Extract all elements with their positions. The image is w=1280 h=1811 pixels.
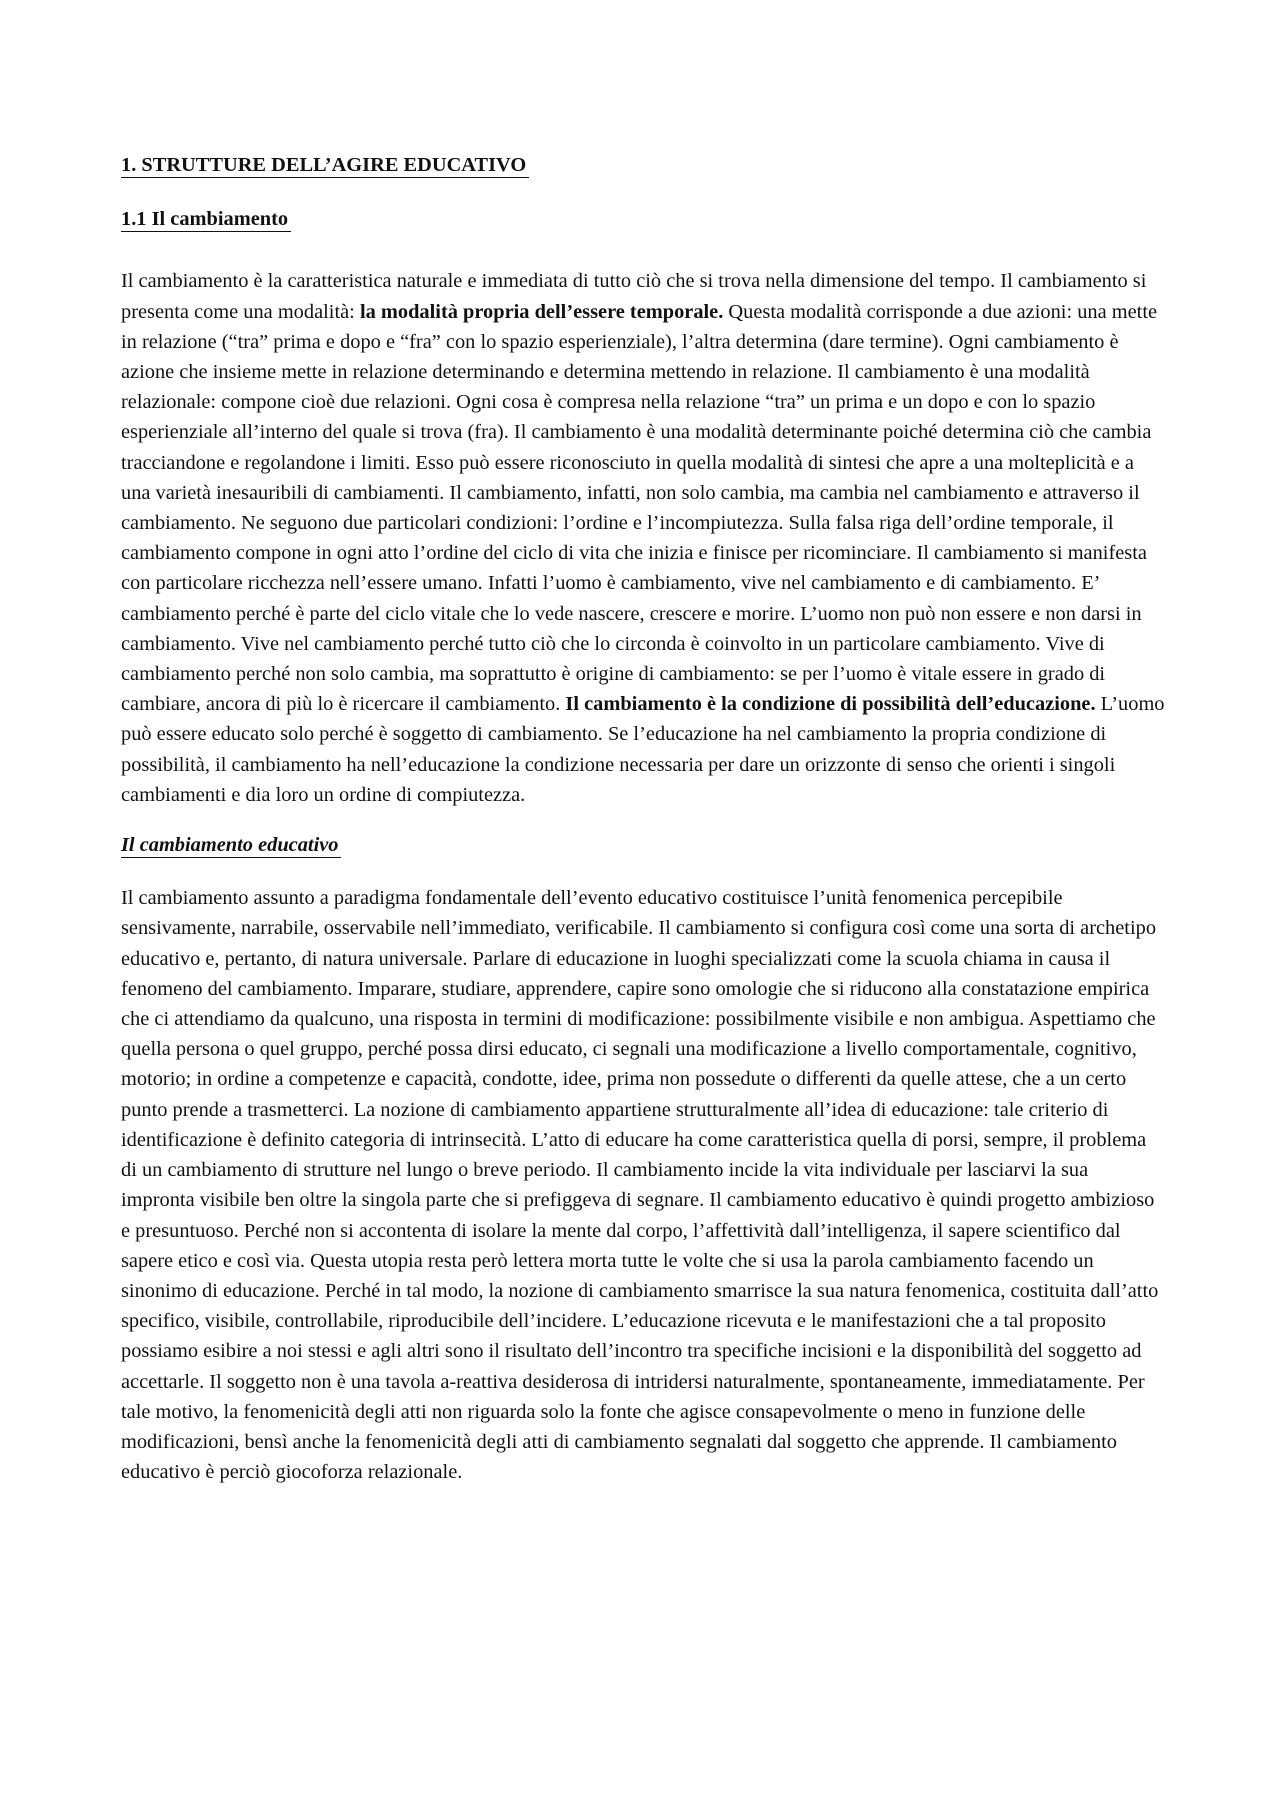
main-heading: 1. STRUTTURE DELL’AGIRE EDUCATIVO <box>121 153 529 178</box>
paragraph-cambiamento-educativo: Il cambiamento assunto a paradigma fondamentale dell’evento educativo costituisce l’unità fenomenica percepibile sensivamente, narrabile, osservabile nell’immediato, verificabile. Il cambiamento si configura così come una sorta di archetipo educativo e, pertanto, di natura universale. Parlare di educazione in luoghi specializzati come la scuola chiama in causa il fenomeno del cambiamento. Imparare, studiare, apprendere, capire sono omologie che si riducono alla constatazione empirica che ci attendiamo da qualcuno, una risposta in termini di modificazione: possibilmente visibile e non ambigua. Aspettiamo che quella persona o quel gruppo, perché possa dirsi educato, ci segnali una modificazione a livello comportamentale, cognitivo, motorio; in ordine a competenze e capacità, condotte, idee, prima non possedute o differenti da quelle attese, che a un certo punto prende a trasmetterci. La nozione di cambiamento appartiene strutturalmente all’idea di educazione: tale criterio di identificazione è definito categoria di intrinsecità. L’atto di educare ha come caratteristica quella di porsi, sempre, il problema di un cambiamento di strutture nel lungo o breve periodo. Il cambiamento incide la vita individuale per lasciarvi la sua impronta visibile ben oltre la singola parte che si prefiggeva di segnare. Il cambiamento educativo è quindi progetto ambizioso e presuntuoso. Perché non si accontenta di isolare la mente dal corpo, l’affettività dall’intelligenza, il sapere scientifico dal sapere etico e così via. Questa utopia resta però lettera morta tutte le volte che si usa la parola cambiamento facendo un sinonimo di educazione. Perché in tal modo, la nozione di cambiamento smarrisce la sua natura fenomenica, costituita dall’atto specifico, visibile, controllabile, riproducibile dell’incidere. L’educazione ricevuta e le manifestazioni che a tal proposito possiamo esibire a noi stessi e agli altri sono il risultato dell’incontro tra specifiche incisioni e la disponibilità del soggetto ad accettarle. Il soggetto non è una tavola a-reattiva desiderosa di intridersi naturalmente, spontaneamente, immediatamente. Per tale motivo, la fenomenicità degli atti non riguarda solo la fonte che agisce consapevolmente o meno in funzione delle modificazioni, bensì anche la fenomenicità degli atti di cambiamento segnalati dal soggetto che apprende. Il cambiamento educativo è perciò giocoforza relazionale. <box>121 887 1159 1484</box>
paragraph-text: Questa modalità corrisponde a due azioni: una mette in relazione (“tra” prima e dopo e “fra” con lo spazio esperienziale), l’altra determina (dare termine). Ogni cambiamento è azione che insieme mette in relazione determinando e determina mettendo in relazione. Il cambiamento è una modalità relazionale: compone cioè due relazioni. Ogni cosa è compresa nella relazione “tra” un prima e un dopo e con lo spazio esperienziale all’interno del quale si trova (fra). Il cambiamento è una modalità determinante poiché determina ciò che cambia tracciandone e regolandone i limiti. Esso può essere riconosciuto in quella modalità di sintesi che apre a una molteplicità e a una varietà inesauribili di cambiamenti. Il cambiamento, infatti, non solo cambia, ma cambia nel cambiamento e attraverso il cambiamento. Ne seguono due particolari condizioni: l’ordine e l’incompiutezza. Sulla falsa riga dell’ordine temporale, il cambiamento compone in ogni atto l’ordine del ciclo di vita che inizia e finisce per ricominciare. Il cambiamento si manifesta con particolare ricchezza nell’essere umano. Infatti l’uomo è cambiamento, vive nel cambiamento e di cambiamento. E’ cambiamento perché è parte del ciclo vitale che lo vede nascere, crescere e morire. L’uomo non può non essere e non darsi in cambiamento. Vive nel cambiamento perché tutto ciò che lo circonda è coinvolto in un particolare cambiamento. Vive di cambiamento perché non solo cambia, ma soprattutto è origine di cambiamento: se per l’uomo è vitale essere in grado di cambiare, ancora di più lo è ricercare il cambiamento. <box>121 300 1158 716</box>
bold-emphasis: la modalità propria dell’essere temporale. <box>359 300 724 323</box>
paragraph-text: Il cambiamento è la caratteristica naturale e immediata di tutto ciò che si trova nella dimensione del tempo. Il cambiamento si presenta come una modalità: <box>121 270 1147 323</box>
section-heading-wrap <box>121 204 1166 234</box>
bold-emphasis: Il cambiamento è la condizione di possibilità dell’educazione. <box>565 693 1096 716</box>
paragraph-cambiamento <box>121 266 1166 810</box>
paragraph-text: L’uomo può essere educato solo perché è soggetto di cambiamento. Se l’educazione ha nel cambiamento la propria condizione di possibilità, il cambiamento ha nell’educazione la condizione necessaria per dare un orizzonte di senso che orienti i singoli cambiamenti e dia loro un ordine di compiutezza. <box>121 693 1165 806</box>
subsection-heading-wrap <box>121 830 1166 860</box>
section-heading: 1.1 Il cambiamento <box>121 207 291 232</box>
document-page <box>121 148 1166 1487</box>
subsection-heading: Il cambiamento educativo <box>121 833 341 858</box>
main-heading-wrap <box>121 150 1166 180</box>
